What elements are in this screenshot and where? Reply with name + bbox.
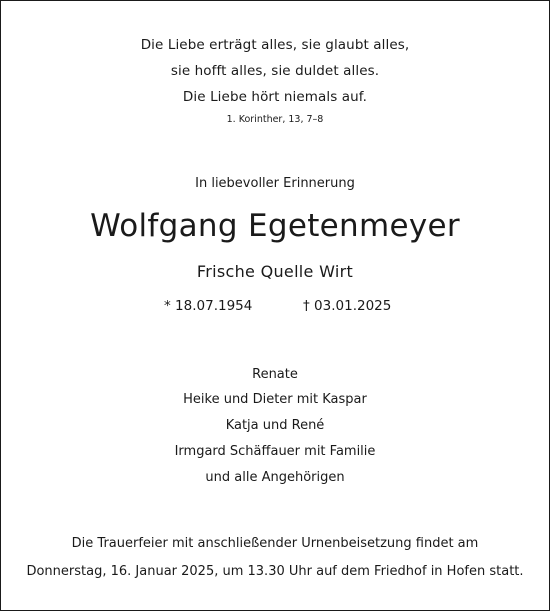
verse-line-3: Die Liebe hört niemals auf. bbox=[182, 89, 368, 105]
mourner-3: Katja und René bbox=[225, 418, 325, 433]
verse-line-2: sie hofft alles, sie duldet alles. bbox=[170, 63, 380, 79]
mourner-4: Irmgard Schäffauer mit Familie bbox=[174, 444, 376, 459]
birth-date: * 18.07.1954 bbox=[164, 298, 253, 314]
verse-line-1: Die Liebe erträgt alles, sie glaubt alles, bbox=[140, 37, 410, 53]
mourner-2: Heike und Dieter mit Kaspar bbox=[183, 392, 367, 407]
ceremony-notice-line-2: Donnerstag, 16. Januar 2025, um 13.30 Uhr auf dem Friedhof in Hofen statt. bbox=[26, 564, 524, 579]
mourner-1: Renate bbox=[252, 367, 298, 382]
ceremony-notice-line-1: Die Trauerfeier mit anschließender Urnenbeisetzung findet am bbox=[71, 536, 479, 551]
intro-text: In liebevoller Erinnerung bbox=[195, 176, 355, 191]
deceased-name: Wolfgang Egetenmeyer bbox=[90, 208, 460, 244]
death-date: † 03.01.2025 bbox=[303, 298, 392, 314]
mourner-5: und alle Angehörigen bbox=[205, 470, 345, 485]
verse-reference: 1. Korinther, 13, 7–8 bbox=[226, 114, 324, 125]
deceased-subtitle: Frische Quelle Wirt bbox=[196, 262, 354, 281]
